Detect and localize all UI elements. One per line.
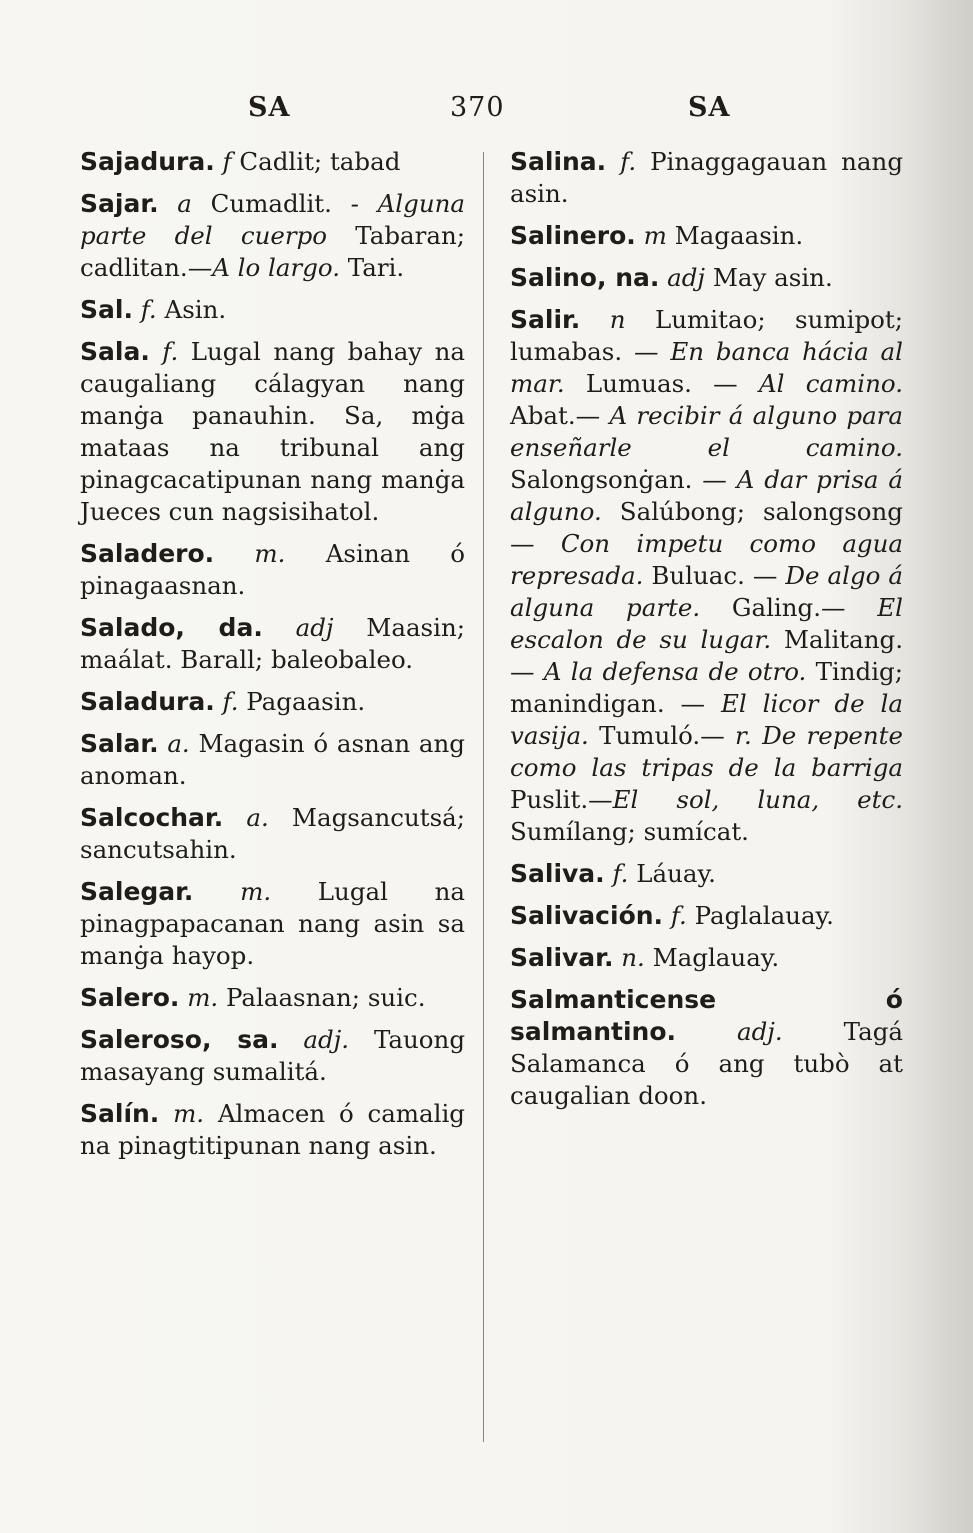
- dictionary-entry: [510, 146, 903, 210]
- translation-text: Salongsonġan. —: [510, 465, 737, 494]
- spanish-phrase: El sol, luna, etc.: [612, 785, 903, 814]
- headword: Salado, da.: [80, 613, 263, 642]
- headword: Saladero.: [80, 539, 215, 568]
- translation-text: Salúbong; salongsong —: [510, 497, 903, 558]
- translation-text: Maasin; maálat. Barall; baleobaleo.: [80, 613, 465, 674]
- grammar-label: f.: [214, 687, 239, 716]
- spanish-phrase: El escalon de su lugar.: [510, 593, 903, 654]
- translation-text: Tumuló.—: [588, 721, 735, 750]
- dictionary-entry: [80, 1024, 465, 1088]
- translation-text: Almacen ó camalig na pinagtitipunan nang asin.: [80, 1099, 465, 1160]
- grammar-label: f.: [604, 859, 629, 888]
- headword: Salinero.: [510, 221, 636, 250]
- spanish-phrase: El licor de la vasija.: [510, 689, 903, 750]
- translation-text: Cumadlit.: [191, 189, 351, 218]
- dictionary-entry: [80, 146, 465, 178]
- right-column: [510, 146, 903, 1122]
- translation-text: Tari.: [340, 253, 405, 282]
- translation-text: Lugal na pinagpapacanan nang asin sa manġa hayop.: [80, 877, 466, 970]
- grammar-label: f.: [132, 295, 157, 324]
- headword: Saleroso, sa.: [80, 1025, 279, 1054]
- dictionary-entry: [510, 942, 903, 974]
- spanish-phrase: Con impetu como agua represada.: [510, 529, 903, 590]
- dictionary-entry: [80, 1098, 465, 1162]
- grammar-label: a.: [223, 803, 269, 832]
- grammar-label: adj.: [278, 1025, 350, 1054]
- headword: Salina.: [510, 147, 607, 176]
- dictionary-entry: [510, 220, 903, 252]
- grammar-label: n.: [613, 943, 645, 972]
- translation-text: Tagá Salamanca ó ang tubò at caugalian doon.: [510, 1017, 903, 1110]
- translation-text: Asin.: [156, 295, 227, 324]
- grammar-label: m: [635, 221, 667, 250]
- dictionary-entry: [80, 728, 465, 792]
- running-head-left: SA: [248, 92, 291, 123]
- dictionary-entry: [80, 294, 465, 326]
- spanish-phrase: De repente como las tripas de la barriga: [510, 721, 903, 782]
- headword: Salivar.: [510, 943, 614, 972]
- translation-text: Láuay.: [628, 859, 716, 888]
- grammar-label: n: [580, 305, 626, 334]
- running-head-right: SA: [688, 92, 731, 123]
- grammar-label: adj.: [676, 1017, 783, 1046]
- translation-text: Magasin ó asnan ang anoman.: [80, 729, 465, 790]
- translation-text: Cadlit; tabad: [231, 147, 401, 176]
- translation-text: Malitang.—: [510, 625, 903, 686]
- spanish-phrase: A recibir á alguno para enseñarle el camino.: [510, 401, 904, 462]
- grammar-label: adj: [659, 263, 706, 292]
- page-number: 370: [450, 92, 505, 123]
- grammar-label: adj: [262, 613, 334, 642]
- dictionary-entry: [510, 858, 903, 890]
- dictionary-entry: [510, 304, 903, 848]
- headword: Salir.: [510, 305, 581, 334]
- headword: Salar.: [80, 729, 159, 758]
- grammar-label: f.: [149, 337, 179, 366]
- translation-text: Lumitao; sumipot; lumabas. —: [510, 305, 903, 366]
- spanish-phrase: Al camino.: [758, 369, 903, 398]
- grammar-label: r.: [734, 721, 752, 750]
- dictionary-entry: [80, 982, 465, 1014]
- translation-text: Magsancutsá; sancutsahin.: [80, 803, 466, 864]
- spanish-phrase: De algo á alguna parte.: [510, 561, 903, 622]
- spanish-phrase: - Alguna parte del cuerpo: [80, 189, 465, 250]
- dictionary-entry: [510, 262, 903, 294]
- grammar-label: a: [158, 189, 192, 218]
- headword: Saliva.: [510, 859, 605, 888]
- grammar-label: m.: [159, 1099, 205, 1128]
- grammar-label: m.: [179, 983, 219, 1012]
- headword: Salmanticense ó salmantino.: [510, 985, 903, 1046]
- headword: Sala.: [80, 337, 150, 366]
- translation-text: Puslit.—: [510, 785, 613, 814]
- dictionary-entry: [80, 686, 465, 718]
- translation-text: Palaasnan; suic.: [218, 983, 426, 1012]
- translation-text: May asin.: [705, 263, 833, 292]
- translation-text: Maglauay.: [644, 943, 780, 972]
- left-column: [80, 146, 465, 1172]
- headword: Salero.: [80, 983, 180, 1012]
- translation-text: Pagaasin.: [238, 687, 366, 716]
- spanish-phrase: —A lo largo.: [187, 253, 341, 282]
- translation-text: Sumílang; sumícat.: [510, 817, 749, 846]
- translation-text: Magaasin.: [666, 221, 804, 250]
- dictionary-entry: [80, 612, 465, 676]
- spanish-phrase: En banca hácia al mar.: [510, 337, 903, 398]
- dictionary-entry: [510, 984, 903, 1112]
- grammar-label: f.: [663, 901, 687, 930]
- dictionary-entry: [80, 802, 465, 866]
- translation-text: Buluac. —: [643, 561, 786, 590]
- translation-text: Paglalauay.: [686, 901, 834, 930]
- headword: Sal.: [80, 295, 133, 324]
- translation-text: Tabaran; cadlitan.: [80, 221, 465, 282]
- translation-text: Abat.—: [510, 401, 610, 430]
- dictionary-entry: [80, 336, 465, 528]
- headword: Sajar.: [80, 189, 159, 218]
- column-divider: [483, 152, 484, 1442]
- translation-text: Pinaggagauan nang asin.: [510, 147, 903, 208]
- translation-text: Lumuas. —: [564, 369, 759, 398]
- headword: Salegar.: [80, 877, 194, 906]
- grammar-label: a.: [158, 729, 190, 758]
- headword: Salino, na.: [510, 263, 660, 292]
- headword: Sajadura.: [80, 147, 215, 176]
- translation-text: Asinan ó pinagaasnan.: [80, 539, 466, 600]
- grammar-label: m.: [214, 539, 286, 568]
- dictionary-entry: [80, 188, 465, 284]
- translation-text: Lugal nang bahay na caugaliang cálagyan nang manġa panauhin. Sa, mġa mataas na tribunal ang pinagcacatipunan nang manġa Jueces cun nagsisihatol.: [80, 337, 465, 526]
- grammar-label: m.: [193, 877, 272, 906]
- headword: Salcochar.: [80, 803, 224, 832]
- dictionary-entry: [80, 538, 465, 602]
- dictionary-entry: [80, 876, 465, 972]
- headword: Salín.: [80, 1099, 160, 1128]
- dictionary-entry: [510, 900, 903, 932]
- headword: Saladura.: [80, 687, 215, 716]
- translation-text: Tindig; manindigan. —: [510, 657, 903, 718]
- headword: Salivación.: [510, 901, 664, 930]
- grammar-label: f.: [606, 147, 637, 176]
- grammar-label: f: [214, 147, 232, 176]
- spanish-phrase: A dar prisa á alguno.: [510, 465, 903, 526]
- spanish-phrase: A la defensa de otro.: [543, 657, 807, 686]
- translation-text: Tauong masayang sumalitá.: [80, 1025, 465, 1086]
- translation-text: Galing.—: [700, 593, 878, 622]
